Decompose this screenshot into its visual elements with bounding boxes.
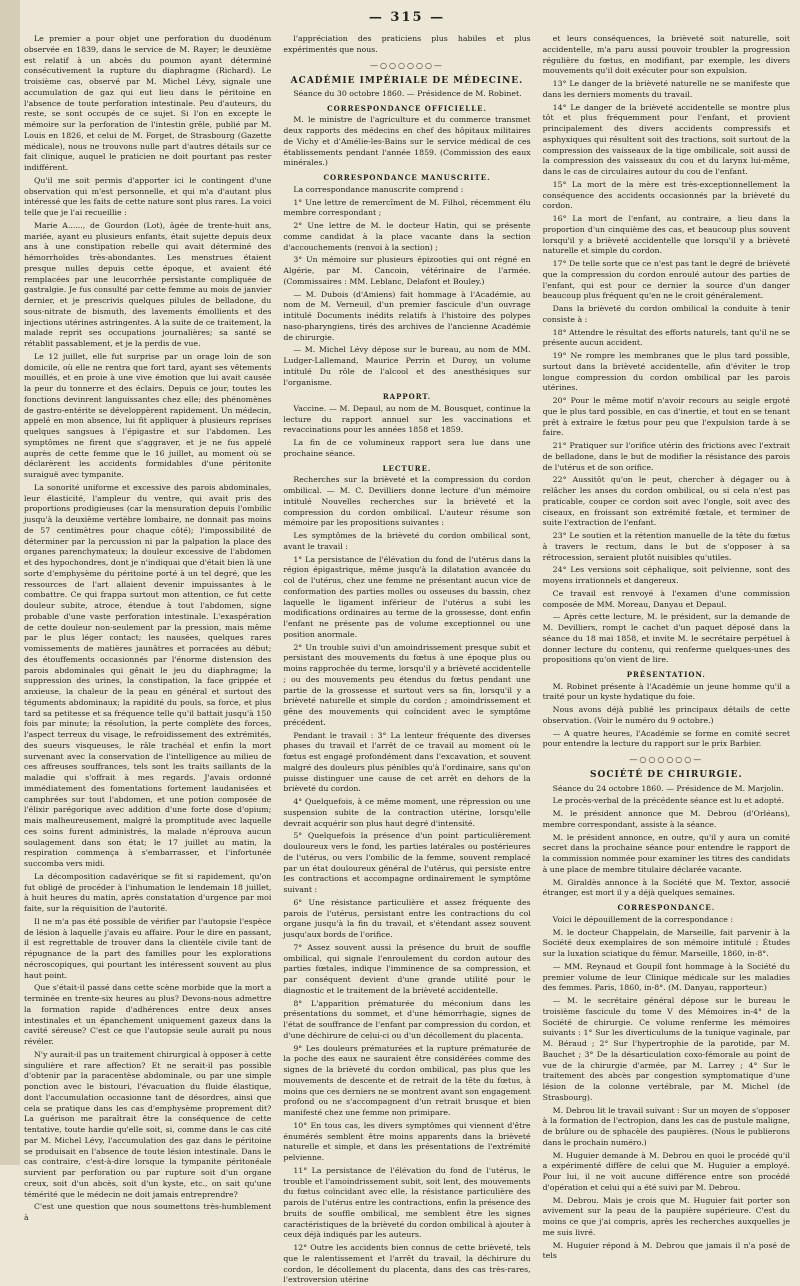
paragraph: M. le ministre de l'agriculture et du commerce transmet deux rapports des médecins en chef des hôpitaux militaires de Vichy et d'Amélie-les-Bains sur le service médical de ces établissements pendant l'année 1859. (Commission des eaux minérales.) bbox=[283, 115, 531, 168]
subsection-title: CORRESPONDANCE MANUSCRITE. bbox=[323, 173, 491, 183]
paragraph: M. le docteur Chappelain, de Marseille, fait parvenir à la Société deux exemplaires de son mémoire intitulé : Études sur la luxation sciatique du fémur. Marseille, 1860, in-8°. bbox=[542, 927, 790, 958]
paragraph: 7° Assez souvent aussi la présence du bruit de souffle ombilical, qui signale l'enroulement du cordon autour des parties fœtales, indique l'imminence de sa compression, et par conséquent devient d'une grande utilité pour le diagnostic et le traitement de la brièveté accidentelle. bbox=[283, 942, 531, 995]
paragraph: 19° Ne rompre les membranes que le plus tard possible, surtout dans la brièveté accidentelle, afin d'éviter le trop longue compression du cordon ombilical par les parois utérines. bbox=[542, 351, 790, 393]
paragraph: 15° La mort de la mère est très-exceptionnellement la conséquence des accidents occasionnés par la brièveté du cordon. bbox=[542, 179, 790, 211]
columns bbox=[24, 34, 790, 1285]
paragraph: La décomposition cadavérique se fit si rapidement, qu'on fut obligé de procéder à l'inhumation le lendemain 18 juillet, à huit heures du matin, après constatation d'urgence par moi faite, sur la réquisition de l'autorité. bbox=[24, 871, 272, 913]
subsection-title: CORRESPONDANCE OFFICIELLE. bbox=[327, 103, 487, 113]
paragraph: Le 12 juillet, elle fut surprise par un orage loin de son domicile, où elle ne rentra que fort tard, ayant ses vêtements mouillés, et en proie à une vive émotion que lui avait causée la peur du tonnerre et des éclairs. Depuis ce jour, toutes les fonctions devinrent languissantes chez elle; des phénomènes de gastro-entérite se développèrent rapidement. Un médecin, appelé en mon absence, lui fit appliquer à plusieurs reprises quelques sangsues à l'épigastre et sur l'abdomen. Les symptômes ne firent que s'aggraver, et je ne fus appelé auprès de cette femme que le 16 juillet, au moment où se déclarèrent les accidents formidables d'une péritonite suraiguë avec tympanite. bbox=[24, 351, 272, 479]
column-1 bbox=[24, 34, 272, 1222]
paragraph: 2° Une lettre de M. le docteur Hatin, qui se présente comme candidat à la place vacante dans la section d'accouchements (renvoi à la section) ; bbox=[283, 221, 531, 252]
paragraph: 5° Quelquefois la présence d'un point particulièrement douloureux vers le fond, les parties latérales ou postérieures de l'utérus, ou vers l'ombilic de la femme, souvent remplacé par un état douloureux général de l'utérus, qui persiste entre les contractions et accompagne ordinairement le symptôme suivant : bbox=[283, 831, 531, 895]
paragraph: 18° Attendre le résultat des efforts naturels, tant qu'il ne se présente aucun accident. bbox=[542, 327, 790, 348]
paragraph: — M. Michel Lévy dépose sur le bureau, au nom de MM. Ludger-Lallemand, Maurice Perrin et Duroy, un volume intitulé Du rôle de l'alcool et des anesthésiques sur l'organisme. bbox=[283, 345, 531, 387]
paragraph: Ce travail est renvoyé à l'examen d'une commission composée de MM. Moreau, Danyau et Depaul. bbox=[542, 588, 790, 609]
session-date: Séance du 24 octobre 1860. — Présidence de M. Marjolin. bbox=[552, 783, 784, 793]
paragraph: 9° Les douleurs prématurées et la rupture prématurée de la poche des eaux ne sauraient être considérées comme des signes de la brièveté du cordon ombilical, pas plus que les mouvements de descente et de retrait de la tête du fœtus, à moins que ces derniers ne se montrent avant son engagement profond ou ne s'accompagnent d'un retrait brusque et bien manifesté chez une femme non primipare. bbox=[283, 1043, 531, 1118]
paragraph: 8° L'apparition prématurée du méconium dans les présentations du sommet, et d'une hémorrhagie, signes de l'état de souffrance de l'enfant par compression du cordon, et d'une déchirure de celui-ci ou d'un décollement du placenta. bbox=[283, 998, 531, 1040]
paragraph: Dans la brièveté du cordon ombilical la conduite à tenir consiste à : bbox=[542, 304, 790, 324]
paragraph: La sonorité uniforme et excessive des parois abdominales, leur élasticité, l'ampleur du ventre, qui avait pris des proportions prodigieuses (car la mensuration depuis l'ombilic jusqu'à la deuxième vertèbre lombaire, ne donnait pas moins de 57 centimètres pour chaque côté); l'impossibilité de déterminer par la percussion ni par la palpation la place des organes parenchymateux; la douleur excessive de l'abdomen et des hypochondres, dont je n'indiquai que d'était bien là une sorte d'emphysème du péritoine porté à un tel degré, que les ressources de l'art allaient devenir impuissantes à le combattre. Ce qui frappa surtout mon attention, ce fut cette douleur subite, atroce, étendue à tout l'abdomen, signe probable d'une vaste perforation intestinale. L'exaspération de cette douleur non-seulement par la pression, mais même par le plus léger contact; les nausées, quelques rares vomissements de matières jaunâtres et porracées au début; des étouffements occasionnés par l'énorme distension des parois abdominales qui gênait le jeu du diaphragme; la suppression des urines, la constipation, la face grippée et anxieuse, la chaleur de la peau en général et surtout des téguments abdominaux; la rapidité du pouls, sa force, et plus tard sa petitesse et sa fréquence telle qu'il battait jusqu'à 150 fois par minute; la résolution, la perte complète des forces, l'aspect terreux du visage, le refroidissement des extrémités, des sueurs visqueuses, le râle trachéal et enfin la mort survenant avec la conservation de l'intelligence au milieu de ces affreuses souffrances, tels sont les traits saillants de la maladie qui s'offrait à mes regards. J'avais ordonné immédiatement des fomentations fortement laudanisées et camphrées sur tout l'abdomen, et une potion composée de l'élixir parégorique avec addition d'une forte dose d'opium; mais malheureusement, malgré la promptitude avec laquelle ces soins furent administrés, la malade n'éprouva aucun soulagement dans son état; le 17 juillet au matin, la respiration commença à s'embarrasser, et l'infortunée succomba vers midi. bbox=[24, 482, 272, 868]
paragraph: 24° Les versions soit céphalique, soit pelvienne, sont des moyens irrationnels et dangereux. bbox=[542, 565, 790, 585]
paragraph: 21° Pratiquer sur l'orifice utérin des frictions avec l'extrait de belladone, dans le but de modifier la résistance des parois de l'utérus et de son orifice. bbox=[542, 441, 790, 472]
paragraph: M. Debrou. Mais je crois que M. Huguier fait porter son avivement sur la peau de la paupière supérieure. C'est du moins ce que j'ai compris, après les recherches auxquelles je me suis livré. bbox=[542, 1195, 790, 1237]
paragraph: Pendant le travail : 3° La lenteur fréquente des diverses phases du travail et l'arrêt de ce travail au moment où le fœtus est engagé profondément dans l'excavation, et souvent malgré des douleurs plus pénibles qu'à l'ordinaire, sans qu'on puisse distinguer une cause de cet arrêt en dehors de la brièveté du cordon. bbox=[283, 730, 531, 794]
paragraph: et leurs conséquences, la brièveté soit naturelle, soit accidentelle, m'a paru aussi pouvoir troubler la progression régulière du fœtus, en modifiant, par exemple, les divers mouvements qu'il doit exécuter pour son expulsion. bbox=[542, 34, 790, 76]
paragraph: 14° Le danger de la brièveté accidentelle se montre plus tôt et plus fréquemment pour l'enfant, et provient principalement des divers accidents compressifs et asphyxiques qui résultent soit des tractions, soit surtout de la compression des vaisseaux de la tige ombilicale, soit aussi de la compression des vaisseaux du cou et du larynx lui-même, dans le cas de circulaires autour du cou de l'enfant. bbox=[542, 102, 790, 176]
paragraph: Marie A......, de Gourdon (Lot), âgée de trente-huit ans, mariée, ayant eu plusieurs enfants, était sujette depuis deux ans à une constipation rebelle qui avait déterminé des hémorrhoïdes très-abondantes. Les menstrues étaient presque nulles depuis cette époque, et avaient été remplacées par une leucorrhée persistante compliquée de gastralgie. Je fus consulté par cette femme au mois de janvier dernier, et je prescrivis quelques pilules de belladone, du sous-nitrate de bismuth, des lavements émollients et des injections utérines astringentes. A la suite de ce traitement, la malade reprit ses occupations journalières; sa santé se rétablit passablement, et je la perdis de vue. bbox=[24, 220, 272, 348]
section-heading: ACADÉMIE IMPÉRIALE DE MÉDECINE. bbox=[290, 75, 524, 86]
left-binding-margin bbox=[0, 0, 20, 1165]
paragraph: 4° Quelquefois, à ce même moment, une répression ou une suspension subite de la contraction utérine, lorsqu'elle devrait acquérir son plus haut degré d'intensité. bbox=[283, 797, 531, 828]
paragraph: 11° La persistance de l'élévation du fond de l'utérus, le trouble et l'amoindrissement subit, soit lent, des mouvements du fœtus coïncidant avec elle, la résistance particulière des parois de l'utérus entre les contractions, enfin la présence des bruits de souffle ombilical, me semblent être les signes caractéristiques de la brièveté du cordon ombilical à ajouter à ceux déjà indiqués par les auteurs. bbox=[283, 1165, 531, 1240]
paragraph: 1° La persistance de l'élévation du fond de l'utérus dans la région épigastrique, même jusqu'à la dilatation avancée du col de l'utérus, chez une femme ne présentant aucun vice de conformation des parties molles ou osseuses du bassin, chez laquelle le ligament inférieur de l'utérus a subi les modifications ordinaires au terme de la grossesse, dont enfin l'enfant ne présente pas de volume exceptionnel ou une position anormale. bbox=[283, 554, 531, 639]
subsection-title: CORRESPONDANCE. bbox=[617, 903, 716, 913]
paragraph: 20° Pour le même motif n'avoir recours au seigle ergoté que le plus tard possible, en cas d'inertie, et tout en se tenant prêt à extraire le fœtus pour peu que l'expulsion tarde à se faire. bbox=[542, 396, 790, 438]
paragraph: Vaccine. — M. Depaul, au nom de M. Bousquet, continue la lecture du rapport annuel sur les vaccinations et revaccinations pour les années 1858 et 1859. bbox=[283, 403, 531, 435]
paragraph: 6° Une résistance particulière et assez fréquente des parois de l'utérus, persistant entre les contractions du col organe jusqu'à la fin du travail, et s'étendant assez souvent jusqu'aux bords de l'orifice. bbox=[283, 897, 531, 940]
paragraph: M. Huguier demande à M. Debrou en quoi le procédé qu'il a expérimenté diffère de celui que M. Huguier a employé. Pour lui, il ne voit aucune différence entre son procédé d'opération et celui qui a été suivi par M. Debrou. bbox=[542, 1150, 790, 1192]
paragraph: La fin de ce volumineux rapport sera lue dans une prochaine séance. bbox=[283, 438, 531, 458]
paragraph: Le procès-verbal de la précédente séance est lu et adopté. bbox=[552, 796, 784, 806]
paragraph: 17° De telle sorte que ce n'est pas tant le degré de brièveté que la compression du cordon enroulé autour des parties de l'enfant, qui est pour ce dernier la source d'un danger beaucoup plus fréquent qu'en ne le croit généralement. bbox=[542, 259, 790, 301]
paragraph: — M. le secrétaire général dépose sur le bureau le troisième fascicule du tome V des Mémoires in-4° de la Société de chirurgie. Ce volume renferme les mémoires suivants : 1° Sur les diverticulums de la tunique vaginale, par M. Béraud ; 2° Sur l'hypertrophie de la parotide, par M. Bauchet ; 3° De la désarticulation coxo-fémorale au point de vue de la chirurgie d'armée, par M. Larrey ; 4° Sur le traitement des abcès par congestion symptomatique d'une lésion de la colonne vertébrale, par M. Michel (de Strasbourg). bbox=[542, 996, 790, 1102]
paragraph: Nous avons déjà publié les principaux détails de cette observation. (Voir le numéro du 9 octobre.) bbox=[542, 705, 790, 725]
subsection-title: RAPPORT. bbox=[382, 392, 432, 402]
paragraph: Recherches sur la brièveté et la compression du cordon ombilical. — M. C. Devilliers donne lecture d'un mémoire intitulé Nouvelles recherches sur la brièveté et la compression du cordon ombilical. L'auteur résume son mémoire par les propositions suivantes : bbox=[283, 475, 531, 528]
paragraph: 23° Le soutien et la rétention manuelle de la tête du fœtus à travers le rectum, dans le but de s'opposer à sa rétrocession, seraient plutôt nuisibles qu'utiles. bbox=[542, 531, 790, 562]
paragraph: N'y aurait-il pas un traitement chirurgical à opposer à cette singulière et rare affection? Et ne serait-il pas possible d'obtenir par la paracentèse abdominale, ou par une simple ponction avec le bistouri, l'évacuation du fluide élastique, dont l'accumulation occasionne tant de désordres, ainsi que cela se pratique dans les cas d'emphysème proprement dit? La guérison me paraîtrait être la conséquence de cette tentative, toute hardie qu'elle soit, si, comme dans le cas cité par M. Michel Lévy, l'accumulation des gaz dans le péritoine se produisait en l'absence de toute lésion intestinale. Dans le cas contraire, c'est-à-dire lorsque la tympanite péritonéale survient par perforation ou par rupture soit d'un organe creux, soit d'un abcès, soit d'un kyste, etc., on sait qu'une témérité que le médecin ne doit jamais entreprendre? bbox=[24, 1049, 272, 1199]
session-date: Séance du 30 octobre 1860. — Présidence de M. Robinet. bbox=[293, 88, 522, 98]
paragraph: M. Huguier répond à M. Debrou que jamais il n'a posé de tels bbox=[542, 1240, 790, 1261]
paragraph: l'appréciation des praticiens plus habiles et plus expérimentés que nous. bbox=[283, 34, 531, 54]
paragraph: Que s'était-il passé dans cette scène morbide que la mort a terminée en trente-six heures au plus? Devons-nous admettre la formation rapide d'adhérences entre deux anses intestinales et un épanchement uniquement gazeux dans la cavité séreuse? C'est ce que l'autopsie seule aurait pu nous révéler. bbox=[24, 983, 272, 1046]
paragraph: M. Debrou lit le travail suivant : Sur un moyen de s'opposer à la formation de l'ectropion, dans les cas de pustule maligne, de brûlure ou de sphacèle des paupières. (Nous le publierons dans le prochain numéro.) bbox=[542, 1105, 790, 1147]
paragraph: 1° Une lettre de remercîment de M. Filhol, récemment élu membre correspondant ; bbox=[283, 197, 531, 218]
paragraph: M. Giraldès annonce à la Société que M. Textor, associé étranger, est mort il y a déjà quelques semaines. bbox=[542, 877, 790, 898]
paragraph: — Après cette lecture, M. le président, sur la demande de M. Devilliers, rompt le cachet d'un paquet déposé dans la séance du 18 mai 1858, et invite M. le secrétaire perpétuel à donner lecture du contenu, qui renferme quelques-unes des propositions qu'on vient de lire. bbox=[542, 612, 790, 665]
paragraph: Le premier a pour objet une perforation du duodénum observée en 1839, dans le service de M. Rayer; le deuxième est relatif à un abcès du poumon ayant déterminé consécutivement la rupture du diaphragme (Richard). Le troisième cas, observé par M. Michel Lévy, signale une accumulation de gaz qui eut lieu dans le péritoine en l'absence de toute perforation intestinale. Peu d'auteurs, du reste, se sont occupés de ce sujet. Si l'on en excepte le mémoire sur la perforation de l'intestin grêle, publié par M. Louis en 1826, et celui de M. Forget, de Strasbourg (Gazette médicale), nous ne trouvons nulle part d'autres détails sur ce fait clinique, auquel le praticien ne doit pourtant pas rester indifférent. bbox=[24, 34, 272, 172]
paragraph: Les symptômes de la brièveté du cordon ombilical sont, avant le travail : bbox=[283, 531, 531, 551]
column-2 bbox=[283, 34, 531, 1285]
paragraph: — M. Dubois (d'Amiens) fait hommage à l'Académie, au nom de M. Verneuil, d'un premier fascicule d'un ouvrage intitulé Documents inédits relatifs à l'histoire des polypes naso-pharyngiens, tirés des archives de l'ancienne Académie de chirurgie. bbox=[283, 289, 531, 342]
paragraph: C'est une question que nous soumettons très-humblement à bbox=[24, 1202, 272, 1222]
paragraph: La correspondance manuscrite comprend : bbox=[293, 184, 464, 194]
paragraph: 22° Aussitôt qu'on le peut, chercher à dégager ou à relâcher les anses du cordon ombilical, ou si cela n'est pas praticable, couper ce cordon soit avec l'ongle, soit avec des ciseaux, en froissant son extrémité fœtale, et terminer de suite l'extraction de l'enfant. bbox=[542, 475, 790, 528]
page-number: — 315 — bbox=[368, 10, 446, 25]
paragraph: M. le président annonce que M. Debrou (d'Orléans), membre correspondant, assiste à la séance. bbox=[542, 809, 790, 829]
paragraph: 12° Outre les accidents bien connus de cette brièveté, tels que le ralentissement et l'arrêt du travail, la déchirure du cordon, le décollement du placenta, dans des cas très-rares, l'extroversion utérine bbox=[283, 1243, 531, 1285]
paragraph: — MM. Reynaud et Goupil font hommage à la Société du premier volume de leur Clinique médicale sur les maladies des femmes. Paris, 1860, in-8°. (M. Danyau, rapporteur.) bbox=[542, 961, 790, 993]
paragraph: Il ne m'a pas été possible de vérifier par l'autopsie l'espèce de lésion à laquelle j'avais eu affaire. Pour le dire en passant, il est regrettable de trouver dans la clientèle civile tant de répugnance de la part des familles pour les explorations nécroscopiques, qui pourtant les intéressent souvent au plus haut point. bbox=[24, 916, 272, 980]
ornament-rule: —○○○○○○— bbox=[370, 60, 444, 70]
section-heading: SOCIÉTÉ DE CHIRURGIE. bbox=[590, 770, 743, 781]
paragraph: M. le président annonce, en outre, qu'il y aura un comité secret dans la prochaine séance pour entendre le rapport de la commission nommée pour examiner les titres des candidats à une place de membre titulaire déclarée vacante. bbox=[542, 832, 790, 874]
paragraph: 2° Un trouble suivi d'un amoindrissement presque subit et persistant des mouvements du fœtus à une époque plus ou moins rapprochée du terme, lorsqu'il y a brièveté accidentelle ; ou des mouvements peu étendus du fœtus pendant une partie de la grossesse et surtout vers sa fin, lorsqu'il y a brièveté naturelle et simple du cordon ; amoindrissement et gêne des mouvements qui coïncident avec le symptôme précédent. bbox=[283, 642, 531, 727]
paragraph: 13° Le danger de la brièveté naturelle ne se manifeste que dans les derniers moments du travail. bbox=[542, 79, 790, 99]
ornament-rule: —○○○○○○— bbox=[629, 755, 704, 765]
paragraph: Qu'il me soit permis d'apporter ici le contingent d'une observation qui m'est personnelle, et qui m'a d'autant plus intéressé que les faits de cette nature sont plus rares. La voici telle que je l'ai recueillie : bbox=[24, 175, 272, 217]
subsection-title: LECTURE. bbox=[382, 463, 432, 473]
paragraph: 3° Un mémoire sur plusieurs épizooties qui ont régné en Algérie, par M. Cancoin, vétérinaire de l'armée. (Commissaires : MM. Leblanc, Delafont et Bouley.) bbox=[283, 255, 531, 286]
column-3 bbox=[542, 34, 790, 1261]
paragraph: Voici le dépouillement de la correspondance : bbox=[552, 914, 734, 924]
subsection-title: PRÉSENTATION. bbox=[626, 670, 706, 679]
paragraph: M. Robinet présente à l'Académie un jeune homme qu'il a traité pour un kyste hydatique du foie. bbox=[542, 681, 790, 702]
paragraph: — A quatre heures, l'Académie se forme en comité secret pour entendre la lecture du rapport sur le prix Barbier. bbox=[542, 728, 790, 749]
paragraph: 16° La mort de l'enfant, au contraire, a lieu dans la proportion d'un cinquième des cas, et beaucoup plus souvent lorsqu'il y a brièveté accidentelle que lorsqu'il y a brièveté naturelle et simple du cordon. bbox=[542, 214, 790, 256]
paragraph: 10° En tous cas, les divers symptômes qui viennent d'être énumérés semblent être moins apparents dans la brièveté naturelle et simple, et dans les présentations de l'extrémité pelvienne. bbox=[283, 1120, 531, 1163]
